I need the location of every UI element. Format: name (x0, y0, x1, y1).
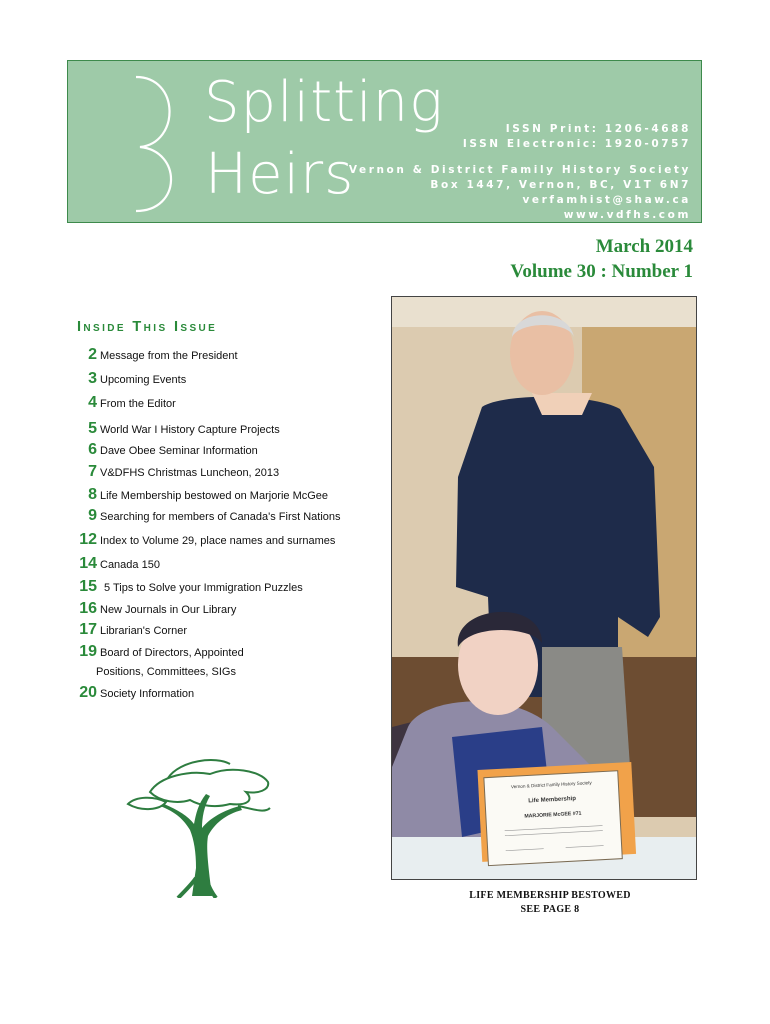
toc-title: New Journals in Our Library (100, 604, 237, 616)
toc-item[interactable] (78, 600, 236, 618)
toc-title: Index to Volume 29, place names and surnames (100, 535, 336, 547)
toc-item[interactable] (78, 420, 280, 438)
toc-item[interactable] (78, 441, 258, 459)
logo-mark-icon (132, 71, 184, 216)
toc-title: V&DFHS Christmas Luncheon, 2013 (100, 467, 280, 479)
toc-title: Canada 150 (100, 559, 160, 571)
toc-page-number: 2 (88, 346, 97, 363)
toc-item[interactable] (78, 555, 160, 573)
toc-page-number: 3 (88, 370, 97, 387)
toc-page-number: 8 (88, 486, 97, 503)
toc-item[interactable] (78, 531, 335, 549)
toc-item[interactable] (78, 684, 194, 702)
photo-caption-line2: SEE PAGE 8 (520, 904, 580, 915)
society-email[interactable]: verfamhist@shaw.ca (522, 194, 691, 206)
society-website[interactable]: www.vdfhs.com (563, 209, 691, 221)
toc-title: Librarian's Corner (100, 625, 188, 637)
toc-page-number: 20 (79, 684, 97, 701)
toc-item[interactable] (78, 370, 186, 388)
masthead-banner (67, 60, 702, 223)
issue-volume: Volume 30 : Number 1 (510, 261, 693, 282)
toc-title: Board of Directors, Appointed (100, 647, 244, 659)
toc-item[interactable] (78, 463, 279, 481)
masthead-title-line1: Splitting (204, 70, 444, 135)
toc-title: 5 Tips to Solve your Immigration Puzzles (104, 582, 303, 594)
toc-title-continuation: Positions, Committees, SIGs (96, 666, 236, 678)
toc-page-number: 7 (88, 463, 97, 480)
toc-page-number: 9 (88, 507, 97, 524)
issue-info (510, 234, 693, 284)
toc-title: Upcoming Events (100, 374, 187, 386)
issn-electronic: ISSN Electronic: 1920-0757 (462, 138, 691, 150)
cover-photo-illustration (392, 297, 697, 880)
toc-page-number: 14 (79, 555, 97, 572)
society-name: Vernon & District Family History Society (348, 164, 691, 176)
society-contact-block (349, 163, 691, 223)
toc-item[interactable] (78, 394, 176, 412)
toc-page-number: 16 (79, 600, 97, 617)
toc-page-number: 17 (79, 621, 97, 638)
photo-caption-line1: LIFE MEMBERSHIP BESTOWED (469, 890, 631, 901)
toc-page-number: 12 (79, 531, 97, 548)
masthead-title-line2: Heirs (205, 142, 355, 207)
toc-page-number: 4 (88, 394, 97, 411)
issn-block (463, 122, 691, 152)
toc-page-number: 15 (79, 578, 97, 595)
issue-date: March 2014 (595, 236, 693, 257)
toc-title: Message from the President (100, 350, 238, 362)
toc-item[interactable] (78, 486, 328, 504)
toc-page-number: 6 (88, 441, 97, 458)
toc-title: World War I History Capture Projects (100, 424, 280, 436)
tree-icon (120, 748, 280, 898)
certificate-name: MARJORIE McGEE #71 (524, 810, 582, 820)
issn-print: ISSN Print: 1206-4688 (505, 123, 691, 135)
toc-item[interactable] (78, 346, 238, 364)
inside-heading: Inside This Issue (77, 319, 218, 335)
toc-page-number: 19 (79, 643, 97, 660)
toc-item[interactable] (78, 621, 187, 639)
toc-item[interactable] (78, 578, 303, 596)
toc-item[interactable] (78, 643, 244, 661)
toc-item[interactable] (78, 507, 341, 525)
toc-title: Searching for members of Canada's First Nations (100, 511, 341, 523)
toc-title: Dave Obee Seminar Information (100, 445, 258, 457)
toc-page-number: 5 (88, 420, 97, 437)
toc-title: Society Information (100, 688, 195, 700)
toc-title: Life Membership bestowed on Marjorie McGee (100, 490, 329, 502)
society-address: Box 1447, Vernon, BC, V1T 6N7 (430, 179, 691, 191)
cover-photo (391, 296, 697, 880)
toc-title: From the Editor (100, 398, 176, 410)
certificate-header: Vernon & District Family History Society (510, 780, 592, 790)
certificate-title: Life Membership (528, 795, 577, 805)
